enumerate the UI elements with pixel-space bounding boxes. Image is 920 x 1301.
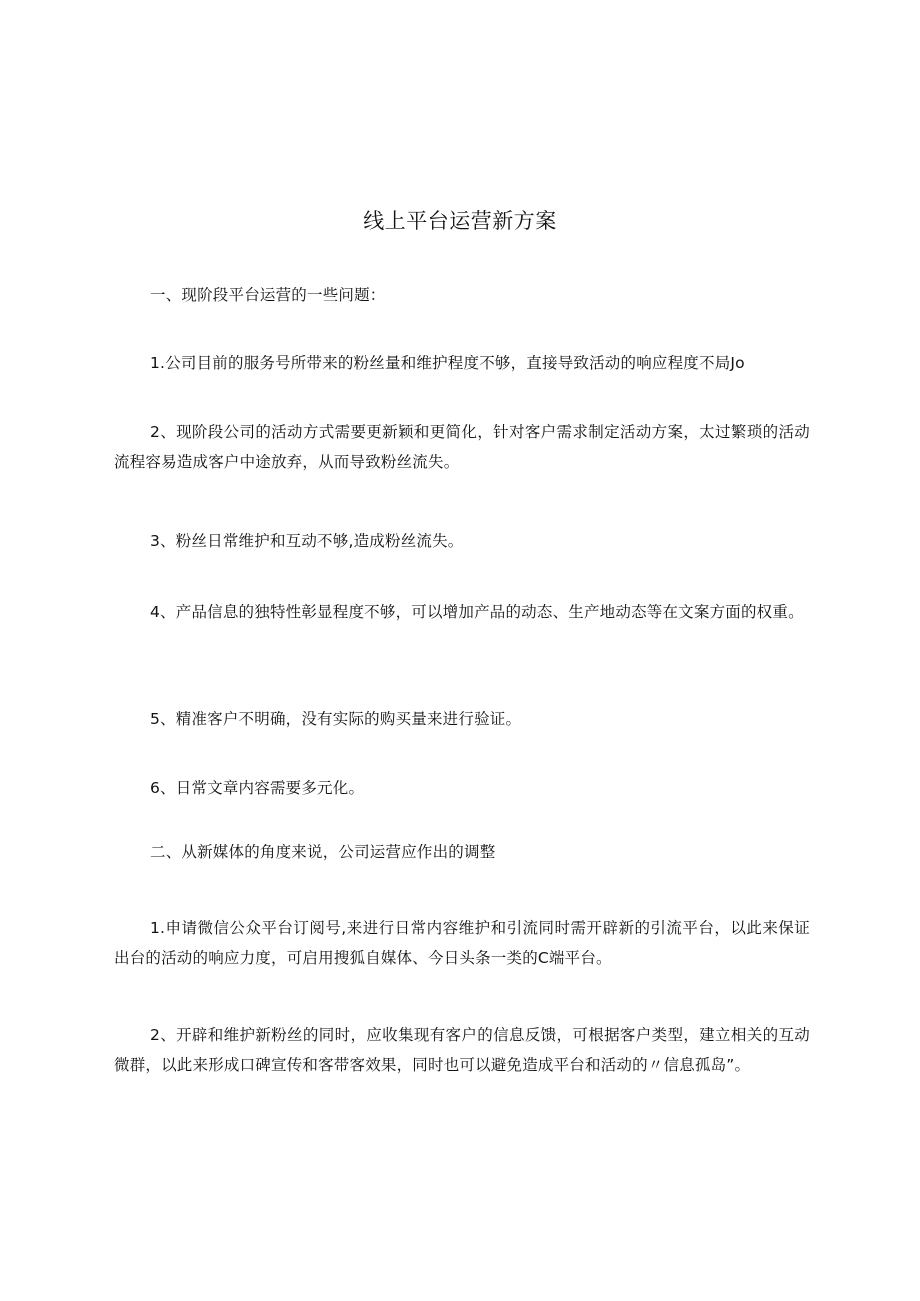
- section-1-heading: 一、现阶段平台运营的一些问题：: [150, 286, 386, 304]
- section-1-item-4: 4、产品信息的独特性彰显程度不够，可以增加产品的动态、生产地动态等在文案方面的权重。: [150, 603, 804, 621]
- section-1-item-5: 5、精准客户不明确，没有实际的购买量来进行验证。: [150, 710, 522, 728]
- document-title: 线上平台运营新方案: [363, 209, 557, 233]
- section-2-item-2: 2、开辟和维护新粉丝的同时，应收集现有客户的信息反馈，可根据客户类型，建立相关的互动微群，以此来形成口碑宣传和客带客效果，同时也可以避免造成平台和活动的〃信息孤岛”。: [114, 1026, 810, 1074]
- section-1-item-2: 2、现阶段公司的活动方式需要更新颖和更简化，针对客户需求制定活动方案，太过繁琐的活动流程容易造成客户中途放弃，从而导致粉丝流失。: [114, 423, 810, 471]
- section-2-item-1: 1.申请微信公众平台订阅号,来进行日常内容维护和引流同时需开辟新的引流平台，以此来保证出台的活动的响应力度，可启用搜狐自媒体、今日头条一类的C端平台。: [114, 919, 810, 967]
- section-2-heading: 二、从新媒体的角度来说，公司运营应作出的调整: [150, 843, 496, 861]
- section-1-item-3: 3、粉丝日常维护和互动不够,造成粉丝流失。: [150, 532, 464, 550]
- section-1-item-6: 6、日常文章内容需要多元化。: [150, 779, 365, 797]
- section-1-item-1: 1.公司目前的服务号所带来的粉丝量和维护程度不够，直接导致活动的响应程度不局Jo: [150, 354, 745, 372]
